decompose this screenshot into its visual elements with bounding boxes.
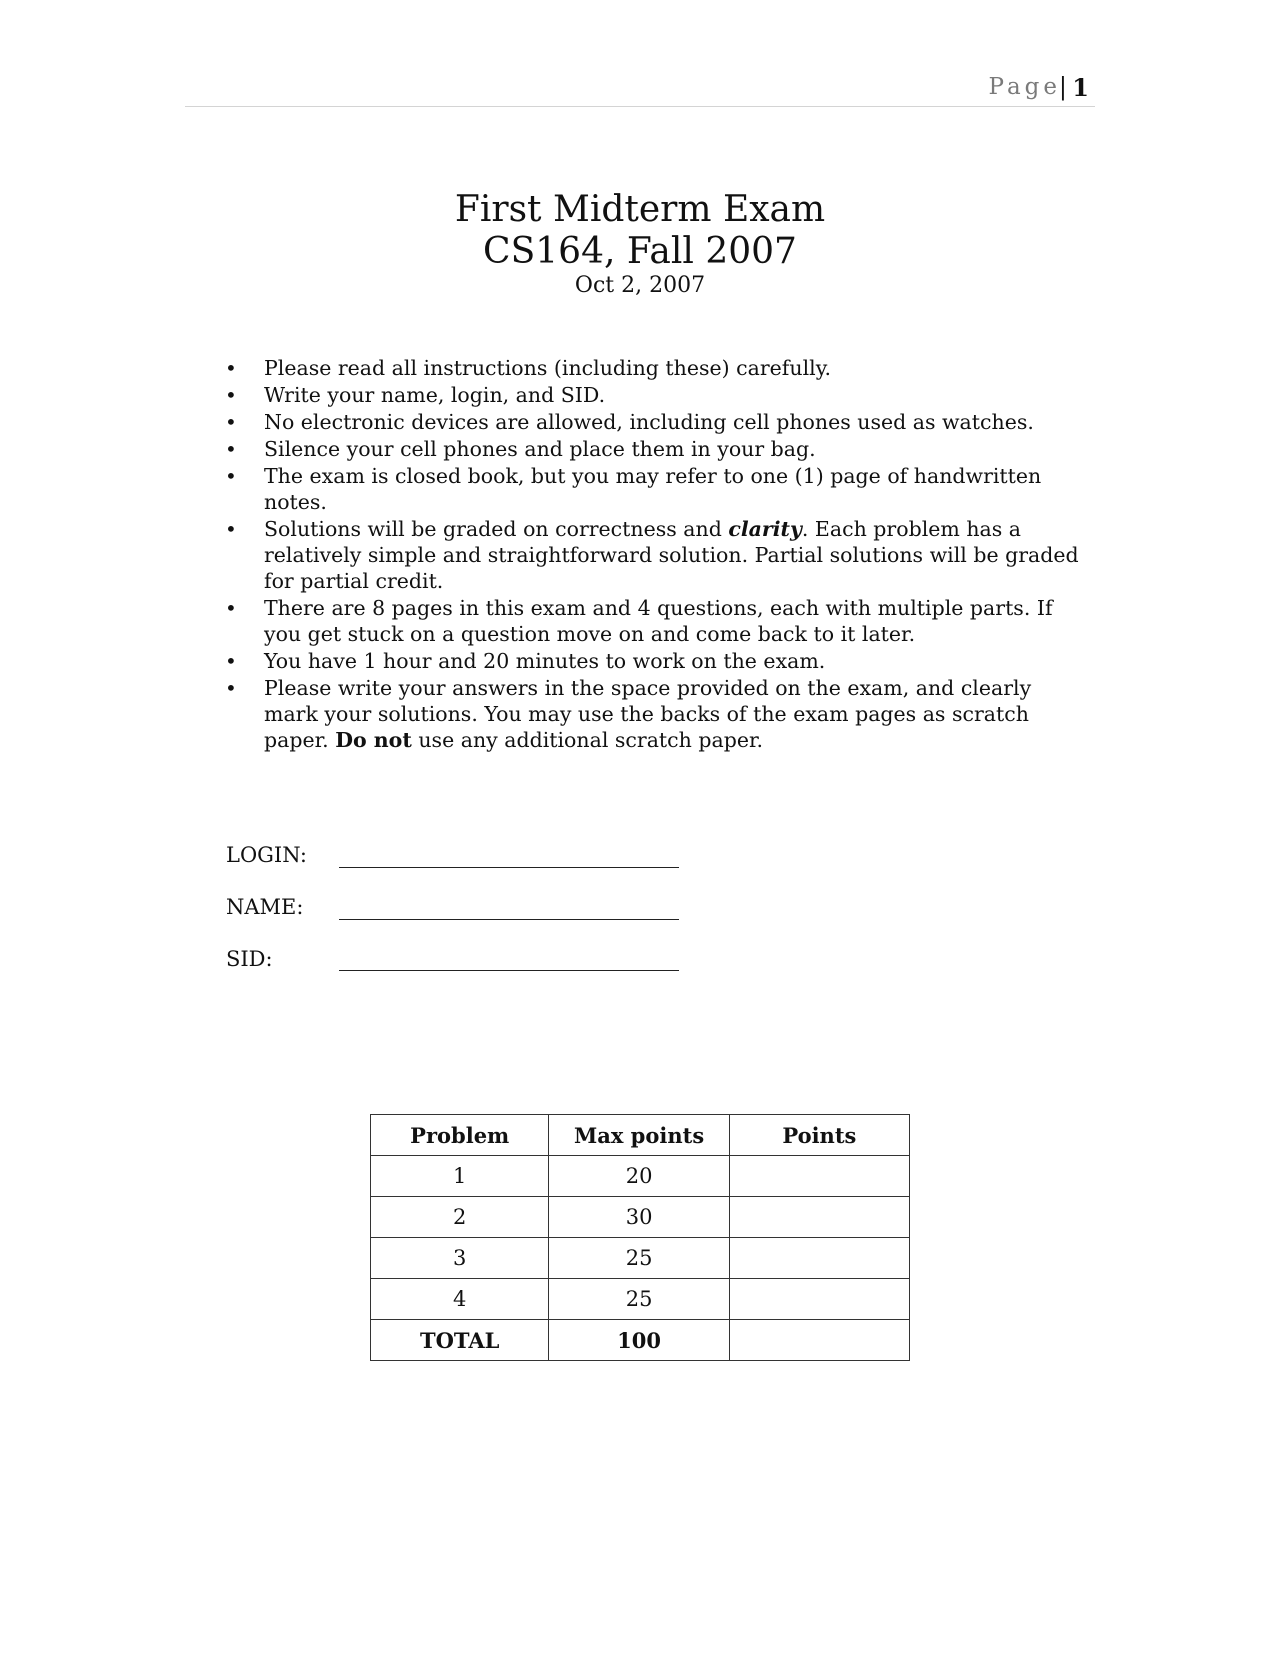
max-points: 25 <box>549 1279 729 1320</box>
table-row <box>371 1279 910 1320</box>
name-field[interactable] <box>339 898 679 920</box>
instruction-item: • No electronic devices are allowed, including cell phones used as watches. <box>225 409 1085 435</box>
problem-number: 2 <box>371 1197 549 1238</box>
problem-number: 1 <box>371 1156 549 1197</box>
points-cell[interactable] <box>729 1197 909 1238</box>
page-separator: | <box>1058 73 1067 101</box>
page-number: 1 <box>1072 73 1089 102</box>
table-row <box>371 1197 910 1238</box>
max-points: 25 <box>549 1238 729 1279</box>
instruction-item: • You have 1 hour and 20 minutes to work on the exam. <box>225 648 1085 674</box>
header-points: Points <box>729 1115 909 1156</box>
table-total-row <box>371 1320 910 1361</box>
points-cell[interactable] <box>729 1156 909 1197</box>
max-points: 30 <box>549 1197 729 1238</box>
emphasis-clarity: clarity <box>728 517 802 541</box>
instruction-item: • Write your name, login, and SID. <box>225 382 1085 408</box>
instruction-item: • There are 8 pages in this exam and 4 questions, each with multiple parts. If you get stuck on a question move on and come back to it later. <box>225 595 1085 647</box>
max-points: 20 <box>549 1156 729 1197</box>
table-row <box>371 1238 910 1279</box>
header-max-points: Max points <box>549 1115 729 1156</box>
name-label: NAME: <box>226 895 304 919</box>
emphasis-do-not: Do not <box>335 728 412 752</box>
table-header-row <box>371 1115 910 1156</box>
total-label: TOTAL <box>371 1320 549 1361</box>
points-cell[interactable] <box>729 1238 909 1279</box>
instruction-item: • The exam is closed book, but you may refer to one (1) page of handwritten notes. <box>225 463 1085 515</box>
sid-field[interactable] <box>339 949 679 971</box>
instruction-item: • Please read all instructions (including these) carefully. <box>225 355 1085 381</box>
table-row <box>371 1156 910 1197</box>
total-max-points: 100 <box>549 1320 729 1361</box>
page-label: Page <box>988 74 1061 100</box>
instruction-item: • Silence your cell phones and place them in your bag. <box>225 436 1085 462</box>
page-header <box>185 70 1095 107</box>
course-name: CS164, Fall 2007 <box>483 231 797 272</box>
total-points-cell[interactable] <box>729 1320 909 1361</box>
login-label: LOGIN: <box>226 843 307 867</box>
instructions-list <box>225 355 1085 753</box>
problem-number: 4 <box>371 1279 549 1320</box>
instruction-item: • Please write your answers in the space provided on the exam, and clearly mark your solutions. You may use the backs of the exam pages as scratch paper. Do not use any additional scratch paper. <box>225 675 1085 753</box>
score-table <box>370 1114 910 1361</box>
sid-label: SID: <box>226 947 273 971</box>
login-field[interactable] <box>339 846 679 868</box>
header-problem: Problem <box>371 1115 549 1156</box>
problem-number: 3 <box>371 1238 549 1279</box>
points-cell[interactable] <box>729 1279 909 1320</box>
exam-date: Oct 2, 2007 <box>574 273 706 298</box>
instruction-item: • Solutions will be graded on correctness and clarity. Each problem has a relatively simple and straightforward solution. Partial solutions will be graded for partial credit. <box>225 516 1085 594</box>
exam-title: First Midterm Exam <box>454 189 826 230</box>
